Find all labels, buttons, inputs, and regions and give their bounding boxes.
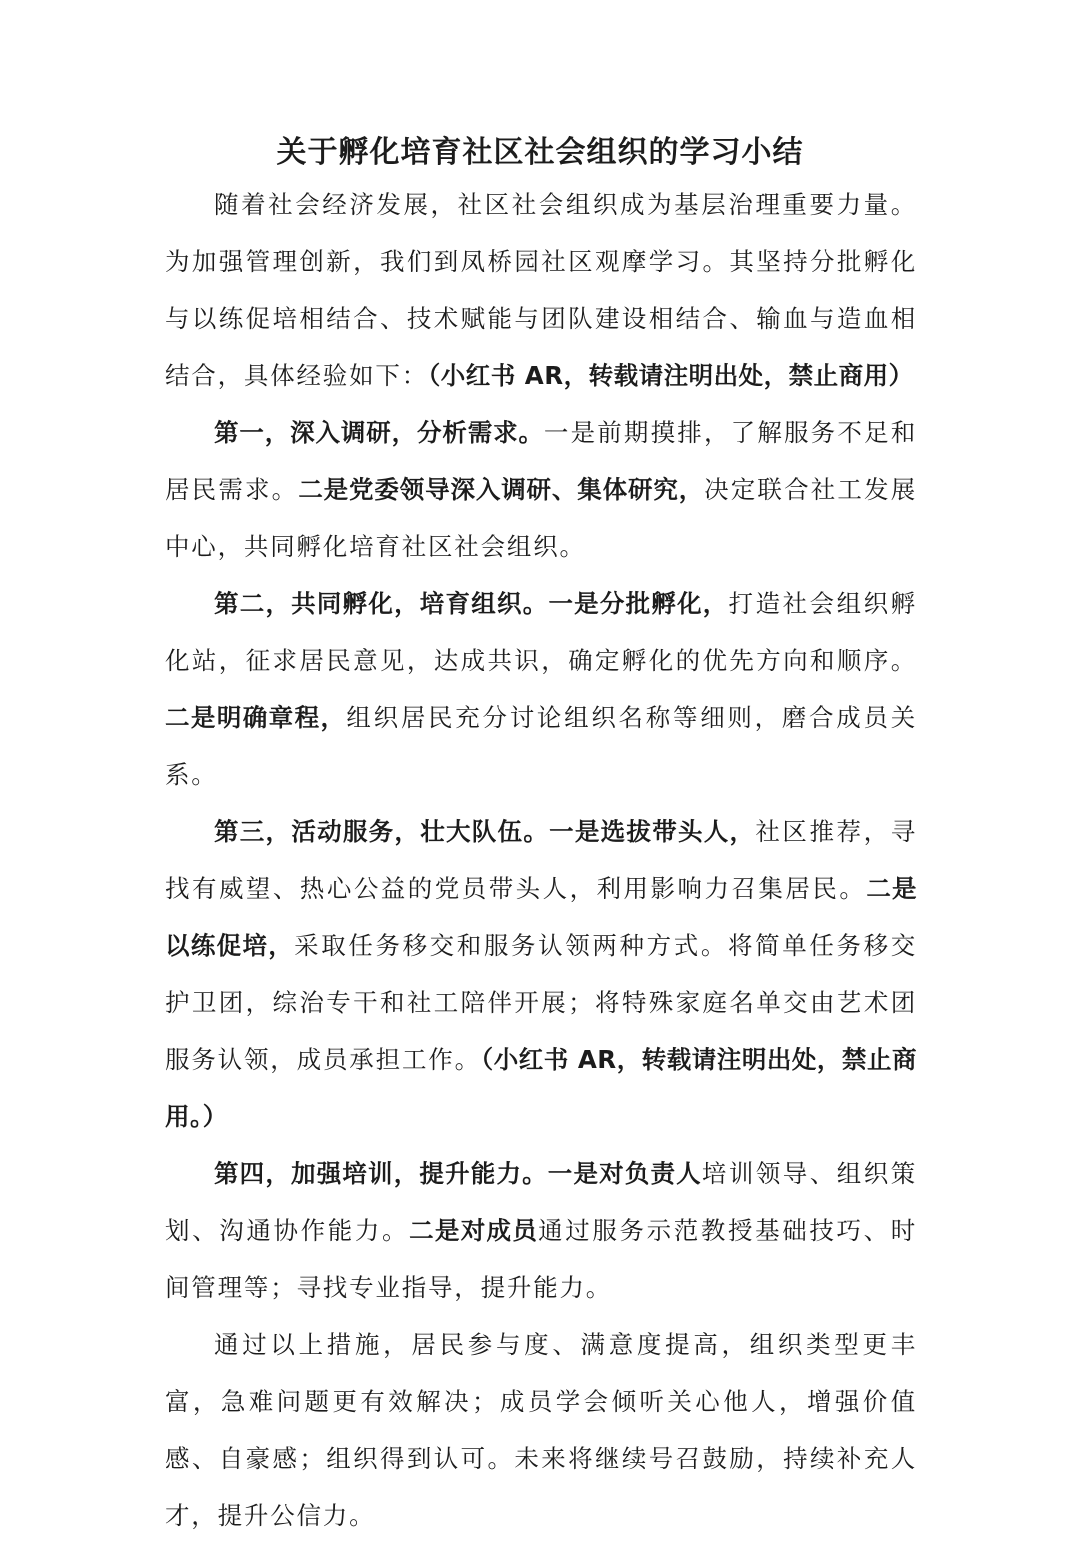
section-2-paragraph	[165, 575, 917, 803]
section-1-paragraph	[165, 404, 917, 575]
conclusion-text: 通过以上措施，居民参与度、满意度提高，组织类型更丰富，急难问题更有效解决；成员学会倾听关心他人，增强价值感、自豪感；组织得到认可。未来将继续号召鼓励，持续补充人才，提升公信力。	[165, 1330, 917, 1530]
section-1-heading: 第一，深入调研，分析需求。	[214, 418, 544, 447]
section-3-text-b: 采取任务移交和服务认领两种方式。将简单任务移交护卫团，综治专干和社工陪伴开展；将特殊家庭名单交由艺术团服务认领，成员承担工作。	[165, 931, 917, 1074]
copyright-note-2: （小红书 AR，转载请注明出处，禁止商用。）	[165, 1045, 917, 1131]
intro-paragraph	[165, 176, 917, 404]
section-3-paragraph	[165, 803, 917, 1145]
copyright-note: （小红书 AR，转载请注明出处，禁止商用）	[428, 361, 914, 390]
section-4-text-b: 通过服务示范教授基础技巧、时间管理等；寻找专业指导，提升能力。	[165, 1216, 918, 1302]
section-2-point-2: 二是明确章程，	[165, 703, 347, 732]
section-2-text-b: 组织居民充分讨论组织名称等细则，磨合成员关系。	[165, 703, 917, 789]
section-3-point-1: 一是选拔带头人，	[549, 817, 756, 846]
section-3-text-a: 社区推荐，寻找有威望、热心公益的党员带头人，利用影响力召集居民。	[165, 817, 917, 903]
section-2-text-a: 打造社会组织孵化站，征求居民意见，达成共识，确定孵化的优先方向和顺序。	[165, 589, 918, 675]
section-2-heading: 第二，共同孵化，培育组织。	[214, 589, 549, 618]
conclusion-paragraph	[165, 1316, 917, 1544]
section-4-point-1: 一是对负责人	[547, 1159, 702, 1188]
document-body	[165, 176, 917, 1544]
section-2-point-1: 一是分批孵化，	[548, 589, 729, 618]
section-1-text-a: 一是前期摸排，了解服务不足和居民需求。	[165, 418, 918, 504]
section-4-point-2: 二是对成员	[409, 1216, 539, 1245]
section-4-paragraph	[165, 1145, 917, 1316]
section-4-text-a: 培训领导、组织策划、沟通协作能力。	[165, 1159, 917, 1245]
section-1-point-2: 二是党委领导深入调研、集体研究，	[298, 475, 705, 504]
section-4-heading: 第四，加强培训，提升能力。	[214, 1159, 548, 1188]
document-title: 关于孵化培育社区社会组织的学习小结	[276, 135, 804, 170]
section-1-text-b: 决定联合社工发展中心，共同孵化培育社区社会组织。	[165, 475, 918, 561]
section-3-point-2: 二是以练促培，	[165, 874, 918, 960]
section-3-heading: 第三，活动服务，壮大队伍。	[214, 817, 550, 846]
intro-text: 随着社会经济发展，社区社会组织成为基层治理重要力量。为加强管理创新，我们到凤桥园社区观摩学习。其坚持分批孵化与以练促培相结合、技术赋能与团队建设相结合、输血与造血相结合，具体经验如下：	[165, 190, 917, 390]
